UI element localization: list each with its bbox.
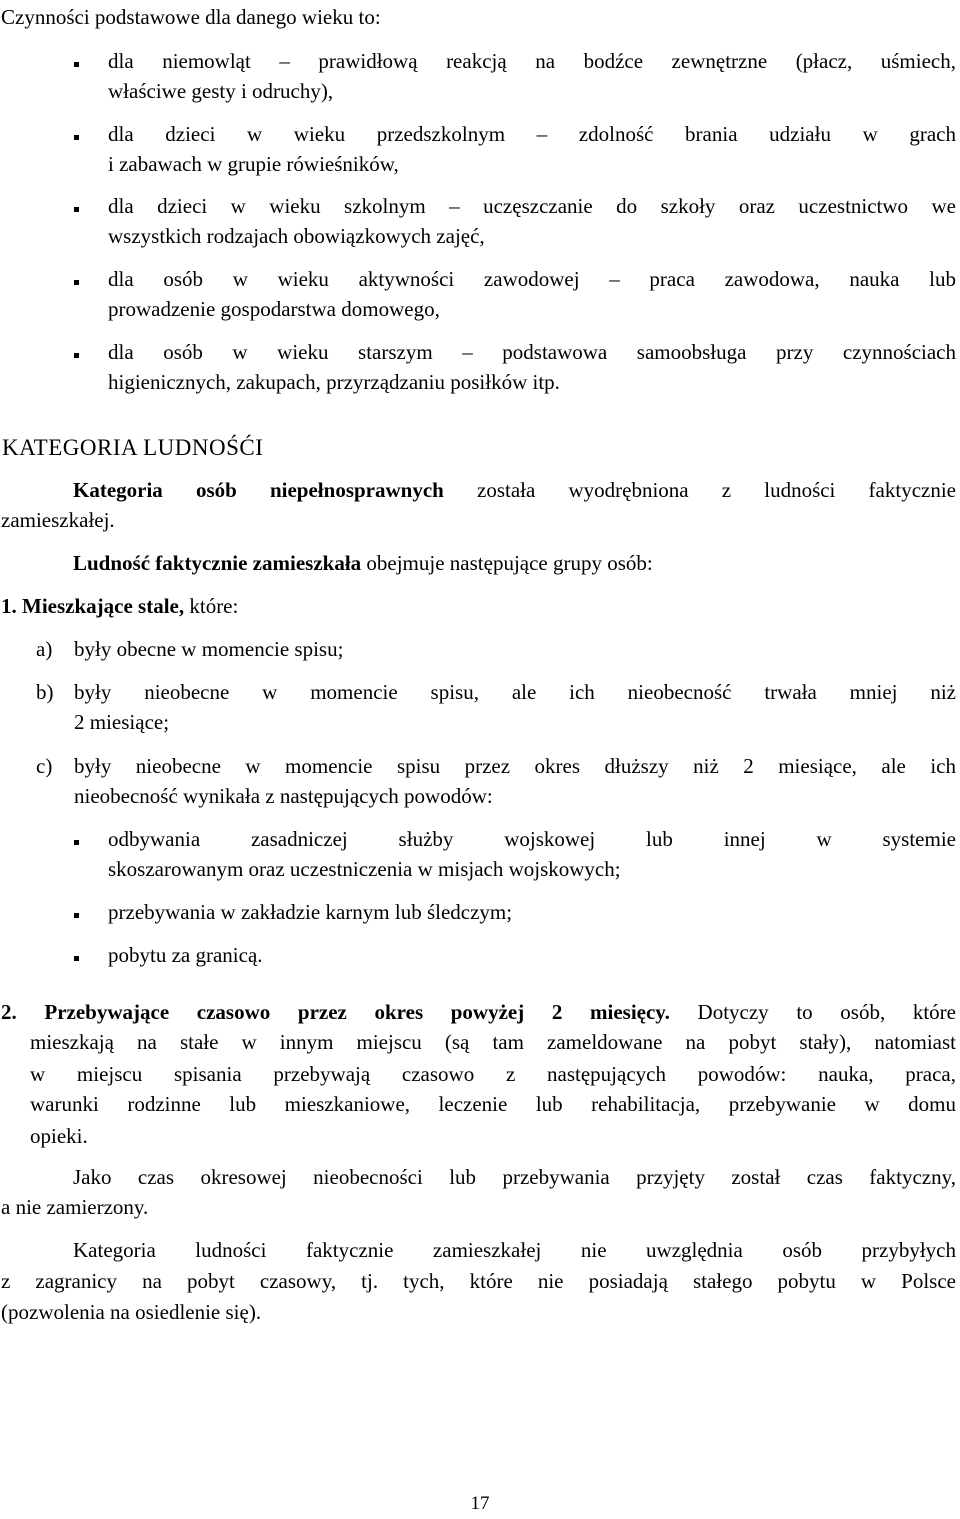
bold-phrase: 2. Przebywające czasowo przez okres powyżej 2 miesięcy. xyxy=(1,1000,670,1024)
bullet-icon xyxy=(74,280,79,285)
bold-phrase: Kategoria osób niepełnosprawnych xyxy=(73,478,444,502)
list-item: dla niemowląt – prawidłową reakcją na bodźce zewnętrzne (płacz, uśmiech, xyxy=(108,49,956,73)
bullet-icon xyxy=(74,913,79,918)
letter-item-continuation: nieobecność wynikała z następujących powodów: xyxy=(74,784,493,808)
list-item-continuation: prowadzenie gospodarstwa domowego, xyxy=(108,297,440,321)
letter-item-continuation: 2 miesiące; xyxy=(74,710,170,734)
bullet-icon xyxy=(74,207,79,212)
list-item: dla dzieci w wieku szkolnym – uczęszczanie do szkoły oraz uczestnictwo we xyxy=(108,194,956,218)
paragraph-line: warunki rodzinne lub mieszkaniowe, leczenie lub rehabilitacja, przebywanie w domu xyxy=(30,1092,956,1116)
list-item-continuation: wszystkich rodzajach obowiązkowych zajęć, xyxy=(108,224,485,248)
paragraph-text: została wyodrębniona z ludności faktycznie xyxy=(443,478,956,502)
list-item-continuation: higienicznych, zakupach, przyrządzaniu posiłków itp. xyxy=(108,370,560,394)
paragraph-line xyxy=(73,548,653,578)
page-number: 17 xyxy=(470,1493,490,1514)
letter-item: były obecne w momencie spisu; xyxy=(74,637,344,661)
section-heading: KATEGORIA LUDNOŚĆI xyxy=(2,435,264,460)
paragraph-text: Dotyczy to osób, które xyxy=(669,1000,956,1024)
group-heading xyxy=(1,997,956,1027)
bold-phrase: 1. Mieszkające stale, xyxy=(1,594,185,618)
list-item-continuation: i zabawach w grupie rówieśników, xyxy=(108,152,399,176)
paragraph-line xyxy=(73,475,956,505)
list-item: przebywania w zakładzie karnym lub śledczym; xyxy=(108,900,513,924)
letter-mark: b) xyxy=(36,680,54,704)
letter-item: były nieobecne w momencie spisu przez okres dłuższy niż 2 miesiące, ale ich xyxy=(74,754,956,778)
list-item-continuation: właściwe gesty i odruchy), xyxy=(108,79,334,103)
paragraph-text: obejmuje następujące grupy osób: xyxy=(361,551,653,575)
paragraph-line: Jako czas okresowej nieobecności lub przebywania przyjęty został czas faktyczny, xyxy=(73,1165,956,1189)
paragraph-line: w miejscu spisania przebywają czasowo z następujących powodów: nauka, praca, xyxy=(30,1062,956,1086)
list-item-continuation: skoszarowanym oraz uczestniczenia w misjach wojskowych; xyxy=(108,857,621,881)
paragraph-line: z zagranicy na pobyt czasowy, tj. tych, które nie posiadają stałego pobytu w Polsce xyxy=(1,1269,956,1293)
list-item: odbywania zasadniczej służby wojskowej lub innej w systemie xyxy=(108,827,956,851)
paragraph-line: zamieszkałej. xyxy=(1,508,115,532)
paragraph-line: mieszkają na stałe w innym miejscu (są tam zameldowane na pobyt stały), natomiast xyxy=(30,1030,956,1054)
letter-item: były nieobecne w momencie spisu, ale ich nieobecność trwała mniej niż xyxy=(74,680,956,704)
intro-text: Czynności podstawowe dla danego wieku to: xyxy=(1,5,381,29)
list-item: dla osób w wieku aktywności zawodowej – praca zawodowa, nauka lub xyxy=(108,267,956,291)
group-heading xyxy=(1,591,238,621)
paragraph-line: (pozwolenia na osiedlenie się). xyxy=(1,1300,262,1324)
bullet-icon xyxy=(74,956,79,961)
paragraph-text: które: xyxy=(184,594,239,618)
bold-phrase: Ludność faktycznie zamieszkała xyxy=(73,551,362,575)
bullet-icon xyxy=(74,353,79,358)
list-item: dla dzieci w wieku przedszkolnym – zdolność brania udziału w grach xyxy=(108,122,956,146)
list-item: pobytu za granicą. xyxy=(108,943,263,967)
letter-mark: c) xyxy=(36,754,53,778)
letter-mark: a) xyxy=(36,637,53,661)
bullet-icon xyxy=(74,62,79,67)
paragraph-line: Kategoria ludności faktycznie zamieszkałej nie uwzględnia osób przybyłych xyxy=(73,1238,956,1262)
paragraph-line: a nie zamierzony. xyxy=(1,1195,149,1219)
bullet-icon xyxy=(74,840,79,845)
bullet-icon xyxy=(74,135,79,140)
paragraph-line: opieki. xyxy=(30,1124,88,1148)
list-item: dla osób w wieku starszym – podstawowa samoobsługa przy czynnościach xyxy=(108,340,956,364)
